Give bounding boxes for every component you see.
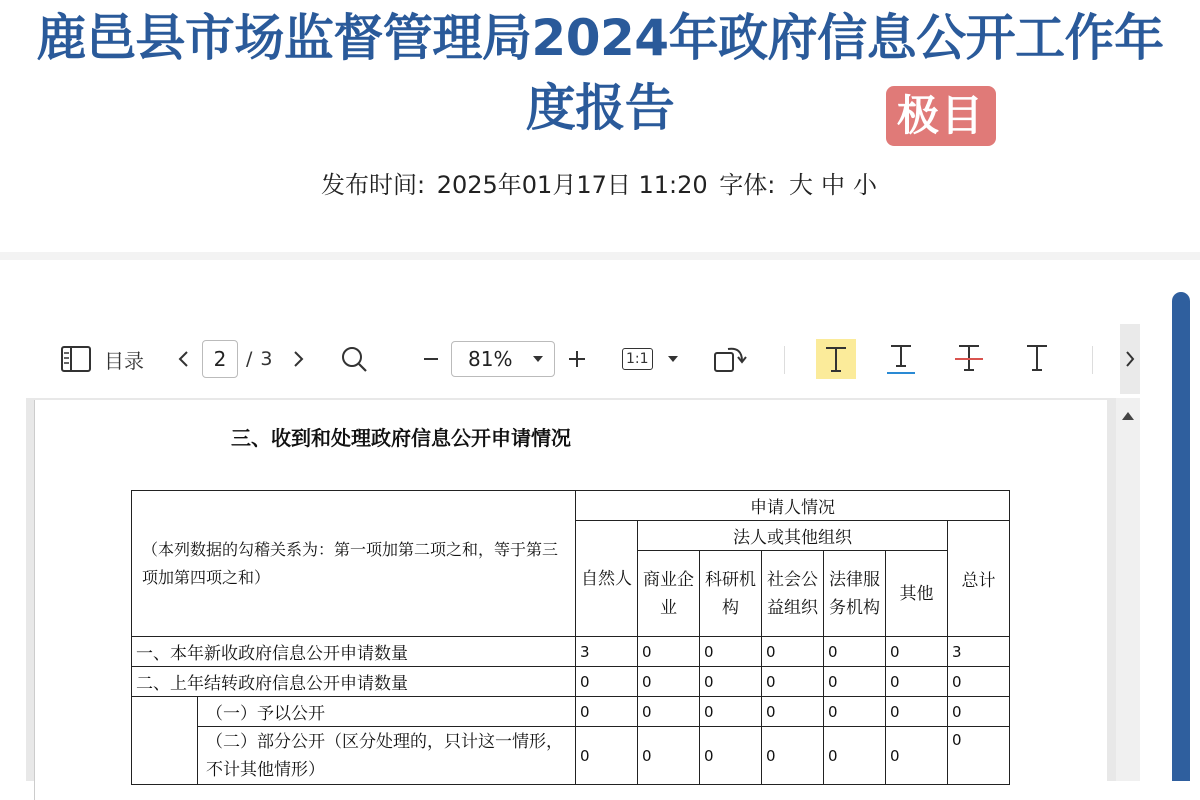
table-cell: 0 [948, 697, 1010, 727]
fit-mode-button[interactable] [622, 332, 679, 386]
table-note: （本列数据的勾稽关系为：第一项加第二项之和，等于第三项加第四项之和） [132, 491, 576, 637]
section-divider [0, 252, 1200, 260]
font-size-small[interactable]: 小 [853, 171, 878, 199]
zoom-in-button[interactable] [567, 332, 587, 386]
table-cell: 0 [638, 667, 700, 697]
table-cell: 0 [886, 727, 948, 785]
font-size-medium[interactable]: 中 [821, 171, 846, 199]
row-label: （二）部分公开（区分处理的，只计这一情形，不计其他情形） [198, 727, 576, 785]
table-cell: 0 [700, 697, 762, 727]
table-cell: 0 [638, 727, 700, 785]
table-cell: 0 [576, 697, 638, 727]
text-strikethrough-tool[interactable] [954, 332, 984, 386]
toolbar-divider [784, 346, 785, 374]
publish-label: 发布时间: [320, 171, 426, 199]
report-table [131, 490, 1010, 785]
table-cell: 0 [886, 697, 948, 727]
chevron-right-icon [290, 349, 306, 369]
text-highlight-tool[interactable] [816, 332, 856, 386]
search-button[interactable] [340, 332, 368, 386]
zoom-value: 81% [468, 347, 513, 371]
document-canvas [26, 398, 1116, 781]
legal-group-header: 法人或其他组织 [638, 521, 948, 551]
table-cell: 0 [886, 667, 948, 697]
table-cell: 0 [700, 637, 762, 667]
table-cell: 0 [638, 697, 700, 727]
text-icon [1022, 342, 1052, 376]
table-cell: 0 [576, 667, 638, 697]
table-cell: 3 [576, 637, 638, 667]
row-label: （一）予以公开 [198, 697, 576, 727]
toc-button[interactable] [60, 332, 144, 386]
search-icon [340, 345, 368, 373]
font-size-label: 字体: [719, 171, 776, 199]
table-cell: 0 [762, 697, 824, 727]
table-cell: 0 [762, 667, 824, 697]
publish-time: 2025年01月17日 11:20 [436, 171, 708, 199]
toc-label: 目录 [104, 348, 144, 373]
chevron-right-icon [1124, 349, 1136, 369]
plus-icon [567, 349, 587, 369]
total-pages: 3 [260, 348, 273, 370]
minus-icon [422, 349, 440, 369]
table-row [132, 697, 1010, 727]
zoom-select[interactable] [451, 341, 555, 377]
legal-col-header: 其他 [886, 551, 948, 637]
toolbar-divider [1092, 346, 1093, 374]
sidebar-icon [60, 345, 92, 373]
scroll-up-arrow-icon [1120, 410, 1136, 422]
jimu-logo-badge: 极目 [886, 86, 996, 146]
document-scrollbar[interactable] [1116, 398, 1140, 781]
article-title-line2: 度报告 [525, 79, 675, 137]
page-scrollbar[interactable] [1172, 292, 1190, 781]
legal-col-header: 社会公益组织 [762, 551, 824, 637]
text-cursor-icon [823, 344, 849, 374]
font-size-large[interactable]: 大 [789, 171, 814, 199]
section-title: 三、收到和处理政府信息公开申请情况 [231, 426, 571, 450]
next-page-button[interactable] [290, 332, 306, 386]
text-underline-tool[interactable] [886, 332, 916, 386]
row-label: 一、本年新收政府信息公开申请数量 [132, 637, 576, 667]
strikethrough-icon [954, 342, 984, 376]
rotate-button[interactable] [712, 332, 748, 386]
table-cell: 0 [886, 637, 948, 667]
table-cell: 0 [824, 637, 886, 667]
toolbar-more-button[interactable] [1120, 324, 1140, 394]
pdf-viewer [0, 262, 1200, 781]
page-number-input[interactable]: 2 [202, 340, 238, 378]
zoom-out-button[interactable] [422, 332, 440, 386]
table-row [132, 667, 1010, 697]
total-header: 总计 [948, 521, 1010, 637]
prev-page-button[interactable] [176, 332, 192, 386]
article-title-line1: 鹿邑县市场监督管理局2024年政府信息公开工作年 [36, 9, 1164, 67]
row-label: 二、上年结转政府信息公开申请数量 [132, 667, 576, 697]
pdf-toolbar [40, 332, 1140, 386]
table-cell: 0 [948, 727, 1010, 785]
underline-icon [886, 342, 916, 376]
table-cell: 0 [700, 727, 762, 785]
table-cell: 0 [576, 727, 638, 785]
pdf-page [34, 400, 1107, 800]
applicant-header: 申请人情况 [576, 491, 1010, 521]
table-cell: 0 [824, 697, 886, 727]
row-indent-cell [132, 697, 198, 785]
table-cell: 0 [948, 667, 1010, 697]
page-separator: / [246, 348, 253, 370]
table-cell: 0 [700, 667, 762, 697]
natural-person-header: 自然人 [576, 521, 638, 637]
rotate-icon [712, 343, 748, 375]
caret-down-icon [667, 354, 679, 364]
table-cell: 0 [824, 727, 886, 785]
table-cell: 0 [824, 667, 886, 697]
legal-col-header: 商业企业 [638, 551, 700, 637]
legal-col-header: 科研机构 [700, 551, 762, 637]
table-cell: 0 [762, 727, 824, 785]
publish-meta [0, 165, 1200, 200]
text-insert-tool[interactable] [1022, 332, 1052, 386]
table-cell: 0 [638, 637, 700, 667]
table-cell: 3 [948, 637, 1010, 667]
legal-col-header: 法律服务机构 [824, 551, 886, 637]
table-row [132, 727, 1010, 785]
caret-down-icon [532, 354, 544, 364]
table-row [132, 637, 1010, 667]
actual-size-icon: 1:1 [622, 348, 653, 370]
table-cell: 0 [762, 637, 824, 667]
chevron-left-icon [176, 349, 192, 369]
